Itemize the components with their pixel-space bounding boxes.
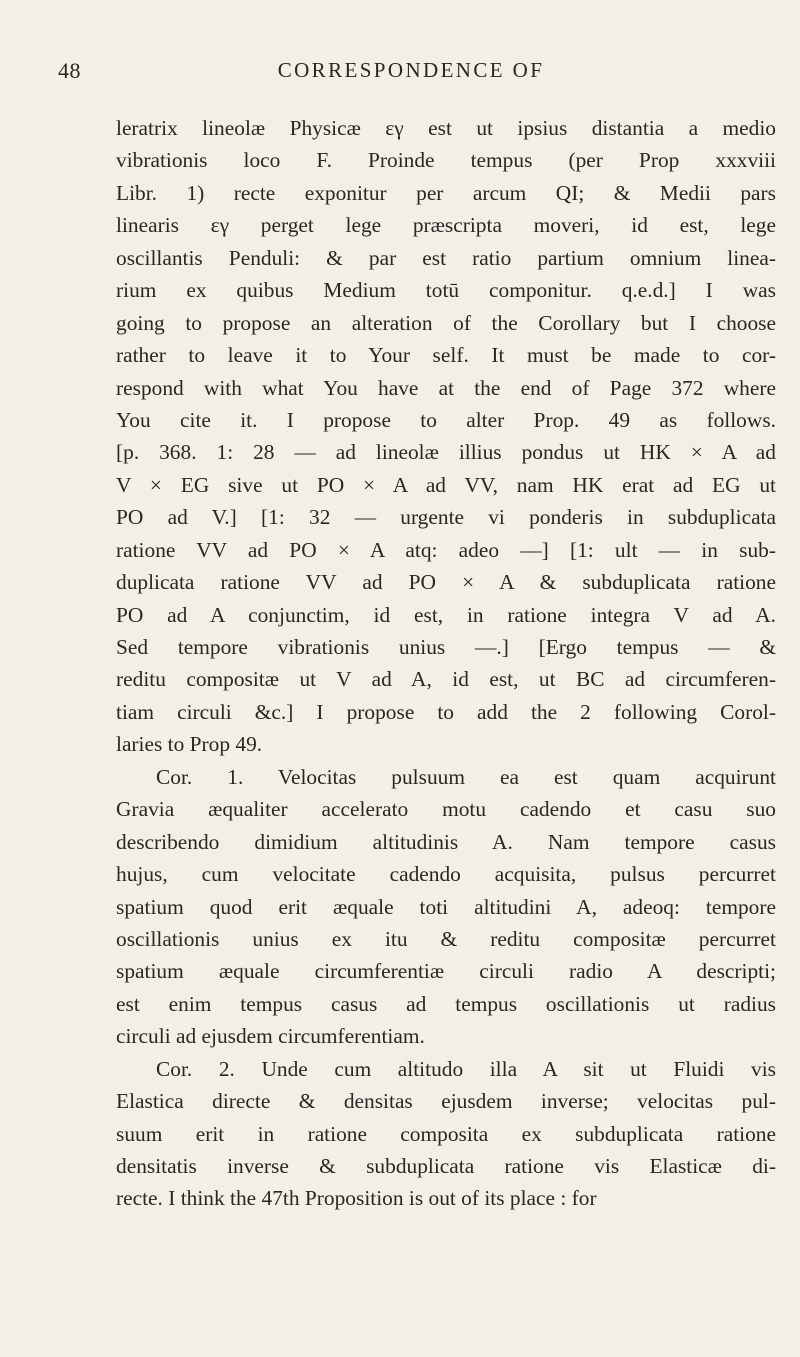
text-line: leratrix lineolæ Physicæ εγ est ut ipsius distantia a medio <box>116 116 776 140</box>
text-line: linearis εγ perget lege præscripta moveri, id est, lege <box>116 213 776 238</box>
text-line: PO ad A conjunctim, id est, in ratione integra V ad A. <box>116 602 776 627</box>
text-line: duplicata ratione VV ad PO × A & subduplicata ratione <box>116 570 776 595</box>
text-line: tiam circuli &c.] I propose to add the 2 following Corol- <box>116 699 776 724</box>
text-line: PO ad V.] [1: 32 — urgente vi ponderis in subduplicata <box>116 505 776 530</box>
text-line: circuli ad ejusdem circumferentiam. <box>116 1024 425 1049</box>
running-head: CORRESPONDENCE OF <box>277 58 545 82</box>
text-line: hujus, cum velocitate cadendo acquisita, pulsus percurret <box>116 862 776 887</box>
text-line: rium ex quibus Medium totū componitur. q.e.d.] I was <box>116 278 776 303</box>
text-line: rather to leave it to Your self. It must be made to cor- <box>116 343 776 368</box>
text-line: recte. I think the 47th Proposition is out of its place : for <box>116 1186 597 1211</box>
text-line: spatium æquale circumferentiæ circuli radio A descripti; <box>116 959 776 984</box>
text-line: Cor. 1. Velocitas pulsuum ea est quam acquirunt <box>156 764 776 789</box>
text-line: spatium quod erit æquale toti altitudini A, adeoq: tempore <box>116 894 776 919</box>
text-line: Elastica directe & densitas ejusdem inverse; velocitas pul- <box>116 1089 776 1114</box>
text-line: [p. 368. 1: 28 — ad lineolæ illius pondus ut HK × A ad <box>116 440 776 465</box>
text-line: You cite it. I propose to alter Prop. 49 as follows. <box>116 407 776 432</box>
text-line: oscillantis Penduli: & par est ratio partium omnium linea- <box>116 245 776 270</box>
text-line: V × EG sive ut PO × A ad VV, nam HK erat ad EG ut <box>116 472 776 497</box>
text-line: reditu compositæ ut V ad A, id est, ut BC ad circumferen- <box>116 667 776 692</box>
body-text <box>116 112 776 1215</box>
text-line: densitatis inverse & subduplicata ratione vis Elasticæ di- <box>116 1154 776 1178</box>
page-header <box>58 58 764 88</box>
page-number: 48 <box>58 58 81 83</box>
text-line: laries to Prop 49. <box>116 732 263 757</box>
text-line: Sed tempore vibrationis unius —.] [Ergo tempus — & <box>116 635 776 659</box>
text-line: going to propose an alteration of the Corollary but I choose <box>116 310 776 335</box>
text-line: est enim tempus casus ad tempus oscillationis ut radius <box>116 991 776 1016</box>
text-line: describendo dimidium altitudinis A. Nam tempore casus <box>116 829 776 854</box>
text-line: suum erit in ratione composita ex subduplicata ratione <box>116 1121 776 1146</box>
text-line: vibrationis loco F. Proinde tempus (per Prop xxxviii <box>116 148 776 173</box>
text-line: respond with what You have at the end of Page 372 where <box>116 375 776 400</box>
text-line: ratione VV ad PO × A atq: adeo —] [1: ult — in sub- <box>116 537 776 562</box>
text-line: oscillationis unius ex itu & reditu compositæ percurret <box>116 926 776 951</box>
text-line: Gravia æqualiter accelerato motu cadendo et casu suo <box>116 797 776 822</box>
text-line: Cor. 2. Unde cum altitudo illa A sit ut Fluidi vis <box>156 1056 776 1081</box>
text-line: Libr. 1) recte exponitur per arcum QI; & Medii pars <box>116 180 776 205</box>
